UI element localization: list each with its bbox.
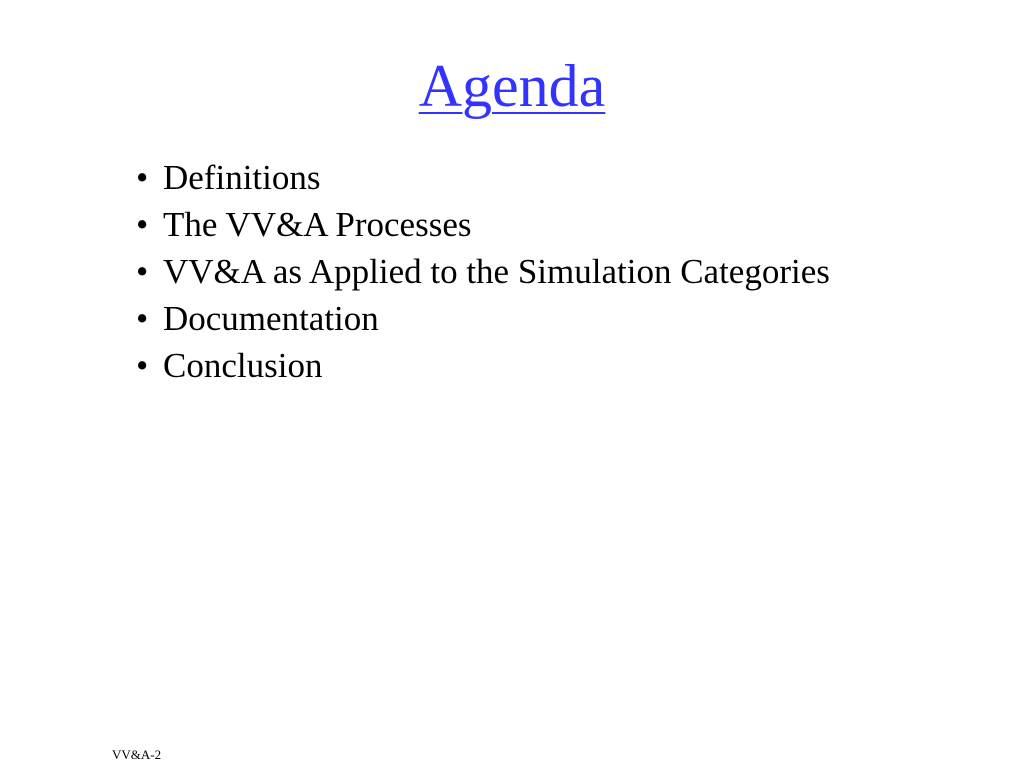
agenda-item-label: VV&A as Applied to the Simulation Categories bbox=[163, 252, 830, 291]
agenda-item-label: The VV&A Processes bbox=[163, 205, 472, 244]
slide-footer: VV&A-2 bbox=[112, 747, 162, 762]
slide-title-link[interactable]: Agenda bbox=[418, 53, 606, 119]
agenda-item-conclusion bbox=[136, 342, 830, 389]
bullet-icon: • bbox=[136, 299, 149, 338]
bullet-icon: • bbox=[136, 158, 149, 197]
agenda-item-definitions bbox=[136, 154, 830, 201]
agenda-item-simulation-categories bbox=[136, 248, 830, 295]
agenda-item-documentation bbox=[136, 295, 830, 342]
agenda-list bbox=[136, 154, 830, 389]
agenda-item-label: Conclusion bbox=[163, 346, 323, 385]
bullet-icon: • bbox=[136, 205, 149, 244]
agenda-item-label: Documentation bbox=[163, 299, 379, 338]
bullet-icon: • bbox=[136, 252, 149, 291]
bullet-icon: • bbox=[136, 346, 149, 385]
agenda-item-vva-processes bbox=[136, 201, 830, 248]
agenda-item-label: Definitions bbox=[163, 158, 321, 197]
